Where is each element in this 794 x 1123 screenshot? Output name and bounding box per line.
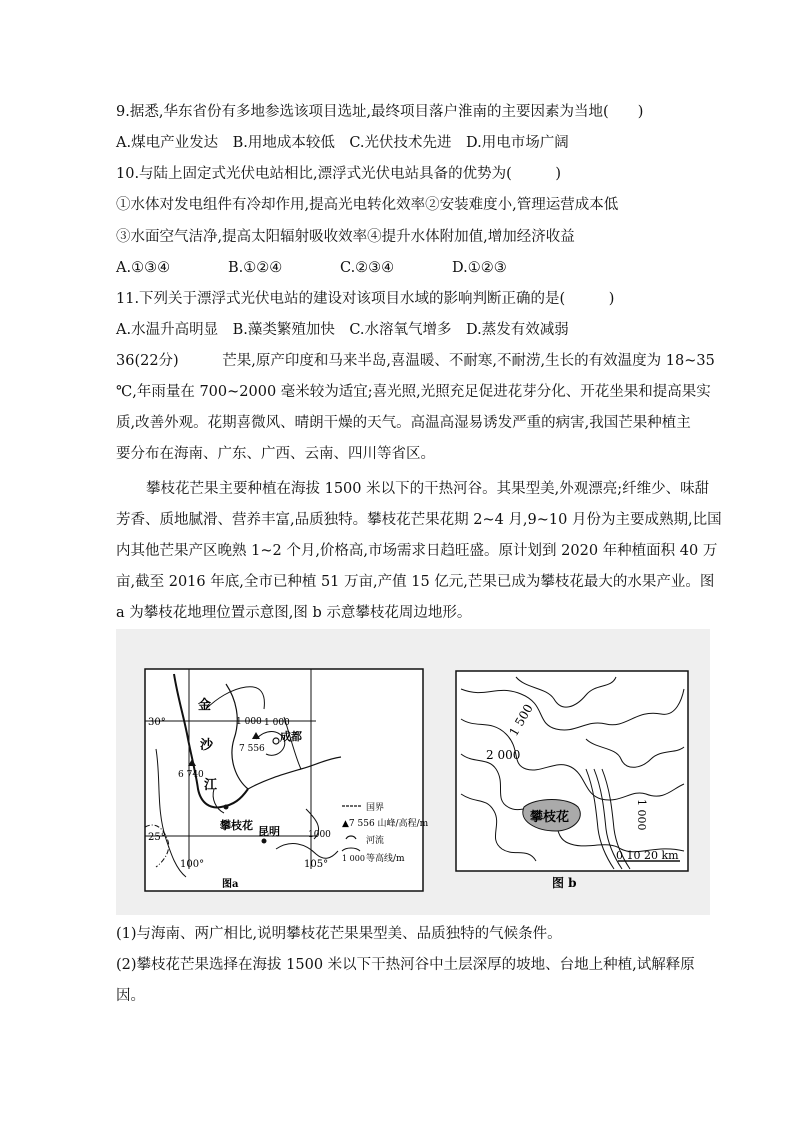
legend-contour-label: 等高线/m — [366, 854, 405, 864]
q10-option-a: A.①③④ — [116, 260, 171, 276]
map-a-caption: 图a — [222, 879, 239, 890]
q36-line-3: 质,改善外观。花期喜微风、晴朗干燥的天气。高温高湿易诱发严重的病害,我国芒果种植主 — [116, 415, 691, 431]
q36-line-1: 36(22分) 芒果,原产印度和马来半岛,喜温暖、不耐寒,不耐涝,生长的有效温度为 18~35 — [116, 353, 715, 369]
q10-option-d: D.①②③ — [452, 260, 507, 276]
map-a-label-chengdu: 成都 — [280, 730, 302, 743]
q10-option-b: B.①②④ — [228, 260, 283, 276]
q10-item-b: ③水面空气洁净,提高太阳辐射吸收效率④提升水体附加值,增加经济收益 — [116, 229, 575, 245]
legend-contour-value: 1 000 — [342, 854, 365, 863]
q36-line-4: 要分布在海南、广东、广西、云南、四川等省区。 — [116, 446, 435, 462]
map-b-frame — [456, 671, 688, 871]
map-a-label-c1000c: 1000 — [308, 830, 331, 840]
legend-river-label: 河流 — [366, 836, 385, 846]
map-a — [145, 669, 429, 891]
map-a-kunming-dot — [262, 839, 267, 844]
q36-sub1: (1)与海南、两广相比,说明攀枝花芒果果型美、品质独特的气候条件。 — [116, 926, 562, 942]
q10-option-c: C.②③④ — [340, 260, 395, 276]
map-b-scale-label: 0 10 20 km — [616, 849, 679, 862]
q11-stem: 11.下列关于漂浮式光伏电站的建设对该项目水域的影响判断正确的是( ) — [116, 291, 615, 307]
map-b-label-c2000: 2 000 — [486, 748, 521, 762]
legend-peak-label: ▲7 556 山峰/高程/m — [342, 819, 429, 829]
map-a-label-c1000b: 1 000 — [264, 718, 290, 728]
map-b-caption: 图 b — [552, 876, 577, 890]
q36-line-2: ℃,年雨量在 700~2000 毫米较为适宜;喜光照,光照充足促进花芽分化、开花坐果和提高果实 — [116, 384, 711, 400]
q36-line-6: 芳香、质地腻滑、营养丰富,品质独特。攀枝花芒果花期 2~4 月,9~10 月份为主要成熟期,比国 — [116, 512, 722, 528]
q11-options: A.水温升高明显 B.藻类繁殖加快 C.水溶氧气增多 D.蒸发有效减弱 — [116, 322, 569, 338]
figure-svg — [116, 629, 710, 915]
map-b-label-c1500: 1 500 — [506, 701, 536, 739]
q36-sub2-b: 因。 — [116, 988, 145, 1004]
map-a-label-peak1: 7 556 — [239, 744, 265, 754]
q10-item-a: ①水体对发电组件有冷却作用,提高光电转化效率②安装难度小,管理运营成本低 — [116, 197, 619, 213]
map-a-label-sha: 沙 — [200, 738, 214, 753]
map-a-label-c1000a: 1 000 — [236, 717, 262, 727]
map-b-label-city: 攀枝花 — [530, 810, 570, 825]
map-b — [456, 671, 688, 890]
map-a-label-jin: 金 — [198, 698, 212, 713]
q36-line-8: 亩,截至 2016 年底,全市已种植 51 万亩,产值 15 亿元,芒果已成为攀枝花最大的水果产业。图 — [116, 574, 715, 590]
q9-options: A.煤电产业发达 B.用地成本较低 C.光伏技术先进 D.用电市场广阔 — [116, 135, 569, 151]
map-a-label-peak2: 6 740 — [178, 770, 204, 780]
q10-options — [116, 258, 676, 278]
q10-stem: 10.与陆上固定式光伏电站相比,漂浮式光伏电站具备的优势为( ) — [116, 166, 561, 182]
q9-stem: 9.据悉,华东省份有多地参选该项目选址,最终项目落户淮南的主要因素为当地( ) — [116, 104, 644, 120]
map-a-label-lon100: 100° — [180, 859, 205, 870]
map-a-panzhihua-dot — [224, 805, 229, 810]
map-b-label-c1000: 1 000 — [635, 799, 648, 831]
map-a-label-kunming: 昆明 — [258, 825, 280, 838]
map-a-label-lat25: 25° — [148, 832, 166, 843]
q36-line-5: 攀枝花芒果主要种植在海拔 1500 米以下的干热河谷。其果型美,外观漂亮;纤维少、味甜 — [146, 481, 710, 497]
legend-border-label: 国界 — [366, 803, 385, 813]
map-a-label-lon105: 105° — [304, 859, 329, 870]
map-a-label-panzhihua: 攀枝花 — [220, 819, 253, 832]
map-a-label-lat30: 30° — [148, 717, 166, 728]
map-a-label-jiang: 江 — [204, 778, 218, 793]
q36-line-7: 内其他芒果产区晚熟 1~2 个月,价格高,市场需求日趋旺盛。原计划到 2020 年种植面积 40 万 — [116, 543, 718, 559]
figure-panel — [116, 629, 710, 915]
q36-sub2-a: (2)攀枝花芒果选择在海拔 1500 米以下干热河谷中土层深厚的坡地、台地上种植,试解释原 — [116, 957, 695, 973]
q36-line-9: a 为攀枝花地理位置示意图,图 b 示意攀枝花周边地形。 — [116, 605, 472, 621]
